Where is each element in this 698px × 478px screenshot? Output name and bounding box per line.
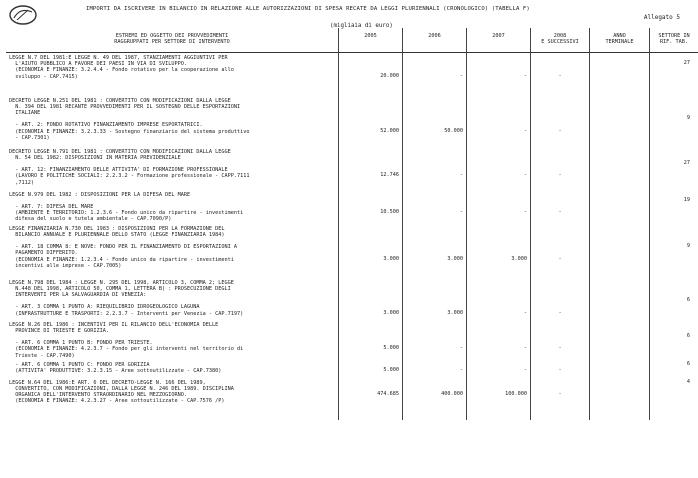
row-sector: 19 — [650, 190, 698, 224]
row-value-2005: 10.500 — [339, 190, 403, 224]
row-description: DECRETO LEGGE N.251 DEL 1981 : CONVERTITO CON MODIFICAZIONI DALLA LEGGE N. 394 DEL 1981 RECANTE PROVVEDIMENTI PER IL SOSTEGNO DELLE ESPORTAZIONI ITALIANE - ART. 2: FONDO ROTATIVO FINANZIAMENTO IMPRESE ESPORTATRICI. (ECONOMIA E FINANZE: 3.2.3.33 - Sostegno finanziario del sistema produttivo - CAP.7301) — [9, 97, 250, 141]
header-terminal-year: ANNO TERMINALE — [590, 28, 650, 53]
row-value-2006: - — [403, 320, 467, 360]
row-terminal-year — [590, 278, 650, 320]
row-description: LEGGE N.798 DEL 1984 : LEGGE N. 295 DEL 1998, ARTICOLO 3, COMMA 2; LEGGE N.448 DEL 1998, ARTICOLO 50, COMMA 1, LETTERA B) : PROSECUZIONE DEGLI INTERVENTI PER LA SALVAGUARDIA DI VENEZIA: - ART. 3 COMMA 1 PUNTO A: RIEQUILIBRIO IDROGEOLOGICO LAGUNA (INFRASTRUTTURE E TRASPORTI: 2.2.3.7 - Interventi per Venezia - CAP.7197) — [9, 279, 244, 317]
row-value-2008: - — [531, 378, 590, 420]
row-sector: 6 — [650, 278, 698, 320]
row-value-2006: - — [403, 147, 467, 190]
row-value-2007: - — [467, 190, 531, 224]
header-sector: SETTORE IN RIF. TAB. — [650, 28, 698, 53]
row-value-2005: 3.000 — [339, 278, 403, 320]
header-2005: 2005 — [339, 28, 403, 53]
row-value-2007: - — [467, 278, 531, 320]
row-terminal-year — [590, 378, 650, 420]
annex-label: Allegato 5 — [643, 14, 680, 21]
row-value-2008: - — [531, 278, 590, 320]
row-value-2006: - — [403, 53, 467, 96]
row-description: LEGGE N.26 DEL 1986 : INCENTIVI PER IL RILANCIO DELL'ECONOMIA DELLE PROVINCE DI TRIESTE E GORIZIA. - ART. 6 COMMA 1 PUNTO B: FONDO PER TRIESTE. (ECONOMIA E FINANZE: 4.2.3.7 - Fondo per gli interventi nel territorio di Trieste - CAP.7490) — [9, 321, 244, 359]
row-sector: 27 — [650, 53, 698, 96]
row-sector: 6 — [650, 320, 698, 360]
emblem-logo — [8, 4, 38, 26]
row-value-2007: - — [467, 53, 531, 96]
table-row — [6, 378, 698, 420]
table-row — [6, 53, 698, 96]
units-label: (migliaia di euro) — [330, 23, 393, 29]
row-value-2005: 20.000 — [339, 53, 403, 96]
row-sector: 9 — [650, 224, 698, 278]
row-description: LEGGE N.979 DEL 1982 : DISPOSIZIONI PER LA DIFESA DEL MARE - ART. 7: DIFESA DEL MARE (AMBIENTE E TERRITORIO: 1.2.3.6 - Fondo unico da ripartire - investimenti difesa del suolo e tutela ambientale - CAP.7090/P) — [9, 191, 244, 223]
table-row — [6, 147, 698, 190]
row-value-2006: 400.000 — [403, 378, 467, 420]
row-terminal-year — [590, 360, 650, 378]
row-terminal-year — [590, 320, 650, 360]
row-value-2007: - — [467, 320, 531, 360]
row-value-2005: 474.685 — [339, 378, 403, 420]
row-value-2008: - — [531, 360, 590, 378]
row-terminal-year — [590, 190, 650, 224]
table-row — [6, 320, 698, 360]
row-value-2005: 5.000 — [339, 320, 403, 360]
allocation-table — [6, 28, 698, 420]
row-sector: 27 — [650, 147, 698, 190]
row-value-2008: - — [531, 147, 590, 190]
row-value-2005: 3.000 — [339, 224, 403, 278]
table-row — [6, 360, 698, 378]
row-terminal-year — [590, 147, 650, 190]
row-terminal-year — [590, 53, 650, 96]
row-sector: 6 — [650, 360, 698, 378]
row-value-2006: - — [403, 190, 467, 224]
row-value-2006: - — [403, 360, 467, 378]
row-terminal-year — [590, 224, 650, 278]
row-sector: 4 — [650, 378, 698, 420]
row-value-2008: - — [531, 320, 590, 360]
table-header-row — [6, 28, 698, 53]
row-value-2005: 12.746 — [339, 147, 403, 190]
row-value-2007: - — [467, 147, 531, 190]
row-value-2008: - — [531, 53, 590, 96]
row-value-2007: - — [467, 96, 531, 147]
row-terminal-year — [590, 96, 650, 147]
row-value-2008: - — [531, 96, 590, 147]
row-value-2007: - — [467, 360, 531, 378]
row-value-2005: 5.000 — [339, 360, 403, 378]
row-value-2007: 3.000 — [467, 224, 531, 278]
table-row — [6, 190, 698, 224]
row-value-2005: 52.000 — [339, 96, 403, 147]
table-row — [6, 224, 698, 278]
row-description: LEGGE N.7 DEL 1981:E LEGGE N. 49 DEL 1987, STANZIAMENTI AGGIUNTIVI PER L'AIUTO PUBBLICO A FAVORE DEI PAESI IN VIA DI SVILUPPO. (ECONOMIA E FINANZE: 3.2.4.4 - Fondo rotativo per la cooperazione allo sviluppo - CAP.7415) — [9, 55, 234, 80]
row-value-2006: 50.000 — [403, 96, 467, 147]
row-sector: 9 — [650, 96, 698, 147]
row-description: LEGGE FINANZIARIA N.730 DEL 1983 : DISPOSIZIONI PER LA FORMAZIONE DEL BILANCIO ANNUALE E PLURIENNALE DELLO STATO (LEGGE FINANZIARIA 1984) - ART. 18 COMMA 8: E NOVE: FONDO PER IL FINANZIAMENTO DI ESPORTAZIONI A PAGAMENTO DIFFERITO. (ECONOMIA E FINANZE: 1.2.3.4 - Fondo unico da ripartire - investimenti incentivi alle imprese - CAP.7005) — [9, 225, 237, 269]
document-title: IMPORTI DA ISCRIVERE IN BILANCIO IN RELAZIONE ALLE AUTORIZZAZIONI DI SPESA RECATE DA LEGGI PLURIENNALI (CRONOLOGICO) (TABELLA F) — [86, 6, 530, 12]
header-description: ESTREMI ED OGGETTO DEI PROVVEDIMENTI RAGGRUPPATI PER SETTORE DI INTERVENTO — [6, 28, 339, 53]
table-row — [6, 278, 698, 320]
row-description: - ART. 6 COMMA 1 PUNTO C: FONDO PER GORIZIA (ATTIVITA' PRODUTTIVE: 3.2.3.15 - Aree sottoutilizzate - CAP.7380) — [15, 361, 222, 374]
table-row — [6, 96, 698, 147]
row-value-2008: - — [531, 190, 590, 224]
row-value-2007: 100.000 — [467, 378, 531, 420]
header-2006: 2006 — [403, 28, 467, 53]
header-2008: 2008 E SUCCESSIVI — [531, 28, 590, 53]
row-description: LEGGE N.64 DEL 1986:E ART. 6 DEL DECRETO-LEGGE N. 166 DEL 1989, CONVERTITO, CON MODIFICAZIONI, DALLA LEGGE N. 246 DEL 1989. DISCIPLINA ORGANICA DELL'INTERVENTO STRAORDINARIO NEL MEZZOGIORNO. (ECONOMIA E FINANZE: 4.2.3.27 - Aree sottoutilizzate - CAP.7576 /P) — [9, 379, 234, 405]
row-description: DECRETO LEGGE N.791 DEL 1981 : CONVERTITO CON MODIFICAZIONI DALLA LEGGE N. 54 DEL 1982: DISPOSIZIONI IN MATERIA PREVIDENZIALE - ART. 12: FINANZIAMENTO DELLE ATTIVITA' DI FORMAZIONE PROFESSIONALE (LAVORO E POLITICHE SOCIALI: 2.2.3.2 - Formazione professionale - CAPP.7111 ,7112) — [9, 148, 250, 186]
row-value-2006: 3.000 — [403, 278, 467, 320]
header-2007: 2007 — [467, 28, 531, 53]
row-value-2008: - — [531, 224, 590, 278]
row-value-2006: 3.000 — [403, 224, 467, 278]
